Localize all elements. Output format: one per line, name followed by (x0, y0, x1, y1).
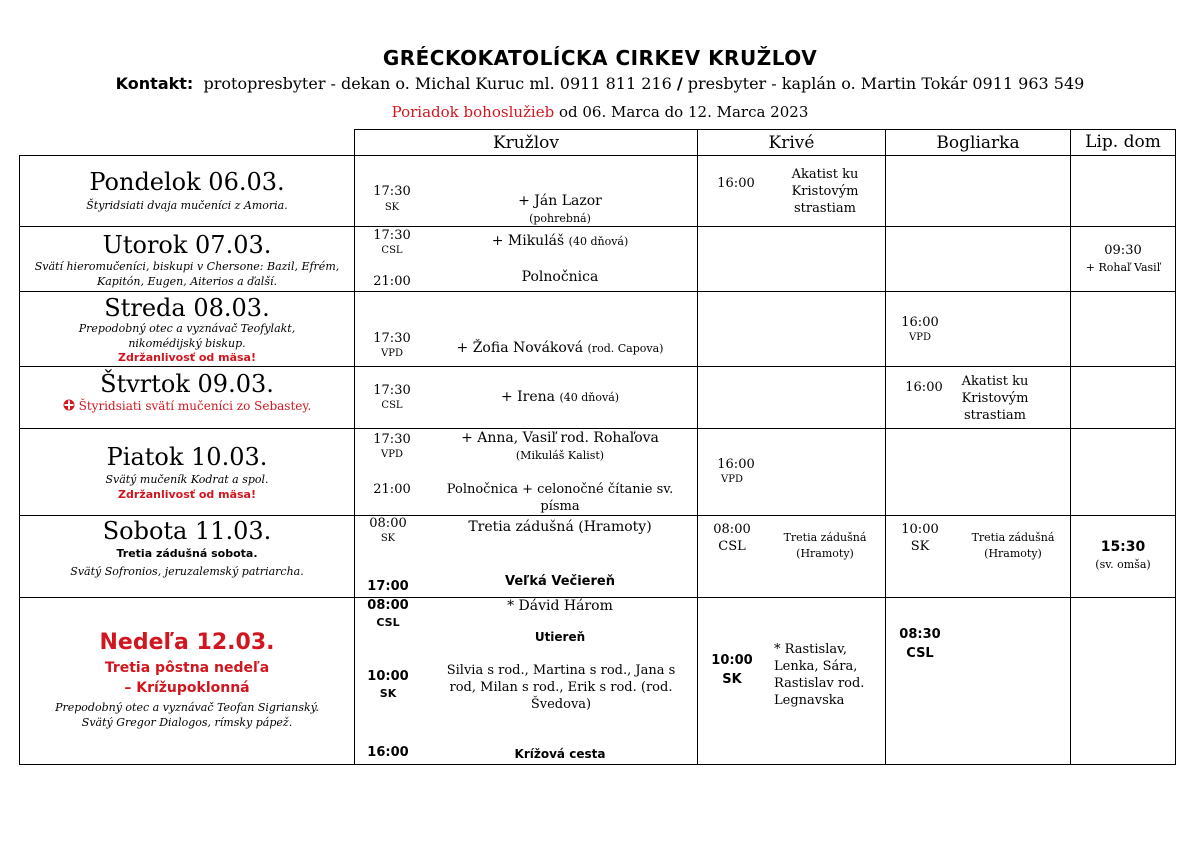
contact-dean: protopresbyter - dekan o. Michal Kuruc ml. 0911 811 216 (203, 74, 672, 93)
day-name-wednesday: Streda 08.03. (104, 294, 270, 322)
wed-kruzlov-intent-row (430, 340, 690, 356)
sun-kruzlov-intent-b: Utiereň (534, 630, 586, 644)
thu-bogliarka-text: Akatist ku Kristovým strastiam (961, 374, 1029, 423)
thu-kruzlov-intent: + Irena (500, 389, 555, 405)
sun-krive-text: * Rastislav, Lenka, Sára, Rastislav rod. Legnavska (774, 642, 865, 708)
sun-bogliarka-time: 08:30 (899, 627, 941, 642)
sun-subtitle-1: Tretia pôstna nedeľa (104, 660, 270, 676)
sun-kruzlov-code: CSL (376, 616, 400, 629)
mon-kruzlov-intent: + Ján Lazor (518, 193, 602, 209)
day-name-friday: Piatok 10.03. (106, 443, 268, 471)
sun-saint-1: Prepodobný otec a vyznávač Teofan Sigrianský. (55, 701, 319, 714)
sat-krive-code: CSL (718, 539, 746, 554)
mon-krive-text: Akatist ku Kristovým strastiam (791, 167, 859, 216)
mon-kruzlov-time: 17:30 (373, 184, 411, 199)
column-header-bogliarka: Bogliarka (936, 133, 1020, 153)
day-saint-monday: Štyridsiati dvaja mučeníci z Amoria. (86, 199, 288, 212)
day-name-tuesday: Utorok 07.03. (102, 231, 272, 259)
sun-kruzlov-time: 08:00 (367, 598, 409, 613)
tue-kruzlov-time: 17:30 (373, 228, 411, 243)
thu-bogliarka-time: 16:00 (905, 380, 943, 395)
tue-kruzlov-note: (40 dňová) (568, 235, 629, 248)
wed-kruzlov-intent: + Žofia Nováková (456, 340, 584, 356)
page-title: GRÉCKOKATOLÍCKA CIRKEV KRUŽLOV (382, 46, 818, 70)
tue-kruzlov-code: CSL (381, 245, 403, 256)
thu-kruzlov-code: CSL (381, 400, 403, 411)
sat-bogliarka-code: SK (910, 539, 930, 554)
wed-kruzlov-note: (rod. Capova) (587, 342, 664, 355)
day-name-saturday: Sobota 11.03. (102, 517, 272, 545)
sun-kruzlov-intent3: Krížová cesta (514, 747, 606, 761)
tue-kruzlov-intent: + Mikuláš (491, 233, 565, 249)
fri-kruzlov-time2: 21:00 (373, 482, 411, 497)
contact-chaplain: presbyter - kaplán o. Martin Tokár 0911 963 549 (687, 74, 1085, 93)
sat-krive-time: 08:00 (713, 522, 751, 537)
contact-label: Kontakt: (115, 74, 194, 93)
fri-kruzlov-intent2: Polnočnica + celonočné čítanie sv. písma (446, 482, 674, 514)
schedule-period (0, 103, 1200, 121)
sat-subtitle: Tretia zádušná sobota. (116, 547, 258, 560)
sat-lip-note: (sv. omša) (1095, 558, 1151, 571)
sat-kruzlov-intent2: Veľká Večiereň (505, 574, 615, 589)
fri-fasting-note: Zdržanlivosť od mäsa! (118, 488, 256, 501)
day-saint-wednesday: Prepodobný otec a vyznávač Teofylakt, nikomédijský biskup. (78, 322, 296, 350)
sun-kruzlov-intent: * Dávid Három (507, 598, 613, 614)
fri-krive-code: VPD (721, 474, 743, 485)
fri-kruzlov-code: VPD (381, 449, 403, 460)
thu-kruzlov-intent-row (430, 389, 690, 405)
cross-icon (63, 399, 75, 411)
thu-kruzlov-note: (40 dňová) (559, 391, 620, 404)
thu-saint-row (20, 399, 354, 413)
sun-kruzlov-time3: 16:00 (367, 745, 409, 760)
tue-kruzlov-time2: 21:00 (373, 274, 411, 289)
sun-kruzlov-time2: 10:00 (367, 669, 409, 684)
day-name-monday: Pondelok 06.03. (89, 168, 285, 196)
fri-krive-time: 16:00 (717, 457, 755, 472)
sun-saint-2: Svätý Gregor Dialogos, rímsky pápež. (81, 716, 293, 729)
sat-kruzlov-code: SK (380, 533, 396, 544)
sat-krive-text: Tretia zádušná (Hramoty) (783, 531, 867, 560)
fri-kruzlov-intent: + Anna, Vasiľ rod. Rohaľova (461, 430, 659, 446)
schedule-dates: od 06. Marca do 12. Marca 2023 (554, 103, 809, 121)
sat-kruzlov-time: 08:00 (369, 516, 407, 531)
day-saint-friday: Svätý mučeník Kodrat a spol. (105, 473, 269, 486)
fri-kruzlov-time: 17:30 (373, 432, 411, 447)
sat-bogliarka-time: 10:00 (901, 522, 939, 537)
sun-krive-code: SK (722, 672, 742, 687)
sat-kruzlov-time2: 17:00 (367, 579, 409, 594)
day-name-thursday: Štvrtok 09.03. (100, 370, 274, 398)
tue-lip-time: 09:30 (1104, 243, 1142, 258)
contact-line (0, 74, 1200, 93)
sun-bogliarka-code: CSL (906, 646, 934, 661)
day-saint-thursday: Štyridsiati svätí mučeníci zo Sebastey. (78, 399, 312, 413)
sun-subtitle-2: – Krížupoklonná (124, 680, 250, 696)
tue-kruzlov-intent-row (430, 233, 690, 249)
wed-kruzlov-time: 17:30 (373, 331, 411, 346)
column-header-lip-dom: Lip. dom (1085, 132, 1161, 152)
contact-separator: / (676, 74, 683, 93)
day-name-sunday: Nedeľa 12.03. (99, 630, 275, 655)
schedule-label: Poriadok bohoslužieb (391, 103, 555, 121)
sun-kruzlov-intent2: Silvia s rod., Martina s rod., Jana s rod, Milan s rod., Erik s rod. (rod. Švedova) (446, 663, 676, 712)
wed-bogliarka-time: 16:00 (901, 315, 939, 330)
sun-krive-time: 10:00 (711, 653, 753, 668)
column-header-krive: Krivé (768, 133, 815, 153)
sat-bogliarka-text: Tretia zádušná (Hramoty) (971, 531, 1055, 560)
wed-bogliarka-code: VPD (909, 332, 931, 343)
sun-kruzlov-code2: SK (379, 687, 397, 700)
day-saint-saturday: Svätý Sofronios, jeruzalemský patriarcha. (70, 565, 304, 578)
mon-krive-time: 16:00 (717, 176, 755, 191)
mon-kruzlov-note: (pohrebná) (529, 212, 591, 225)
column-header-kruzlov: Kružlov (492, 133, 559, 153)
sat-kruzlov-intent: Tretia zádušná (Hramoty) (468, 519, 652, 535)
tue-kruzlov-intent2: Polnočnica (521, 269, 599, 285)
tue-lip-intent: + Rohaľ Vasiľ (1085, 261, 1161, 274)
thu-kruzlov-time: 17:30 (373, 383, 411, 398)
mon-kruzlov-code: SK (384, 202, 400, 213)
fri-kruzlov-note: (Mikuláš Kalist) (515, 449, 605, 462)
wed-kruzlov-code: VPD (381, 348, 403, 359)
day-saint-tuesday: Svätí hieromučeníci, biskupi v Chersone: Bazil, Efrém, Kapitón, Eugen, Aiterios a ďalší. (34, 260, 340, 288)
sat-lip-time: 15:30 (1100, 539, 1146, 555)
wed-fasting-note: Zdržanlivosť od mäsa! (118, 351, 256, 364)
